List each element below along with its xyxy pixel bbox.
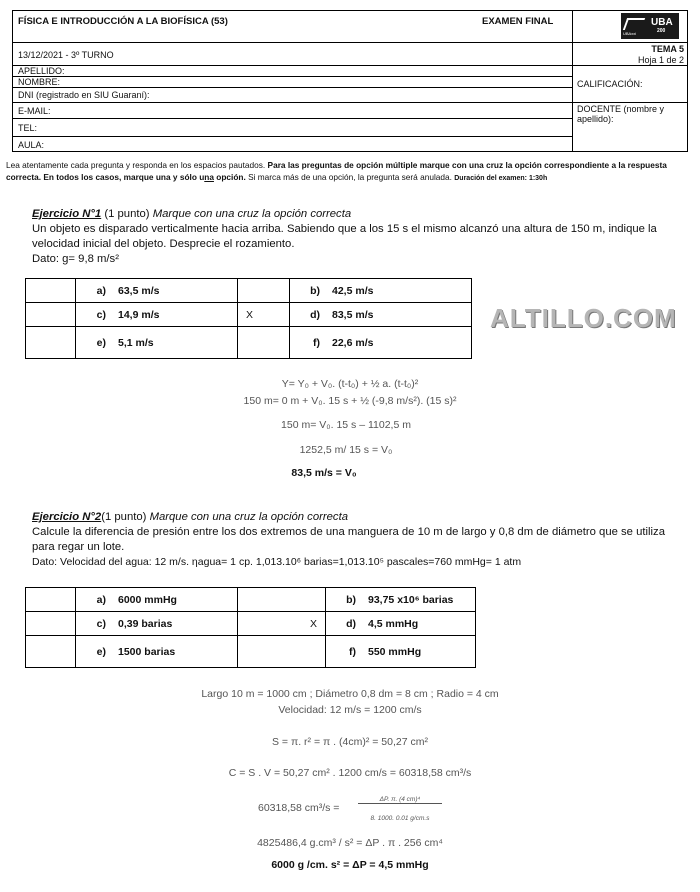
option-check-cell[interactable] [26, 636, 76, 668]
table-row [26, 636, 476, 668]
dni-field[interactable]: DNI (registrado en SIU Guaraní): [18, 90, 150, 100]
option-check-cell[interactable] [238, 279, 290, 303]
exercise-1: Ejercicio N°1 (1 punto) Marque con una cruz la opción correcta Un objeto es disparado verticalmente hacia arriba. Sabiendo que a los 15 s el mismo alcanzó una altura de 150 m, indique la velocidad inicial del objeto. Desprecie el rozamiento. Dato: g= 9,8 m/s² [32, 207, 682, 267]
nombre-field[interactable]: NOMBRE: [18, 77, 61, 87]
docente-field[interactable]: DOCENTE (nombre y apellido): [577, 104, 665, 124]
logo-mark-icon [623, 18, 645, 30]
tema-label: TEMA 5 [651, 44, 684, 54]
option-c[interactable]: c) 0,39 barias [76, 612, 238, 636]
table-row [26, 588, 476, 612]
table-row [26, 279, 472, 303]
option-d[interactable]: d) 83,5 m/s [290, 303, 472, 327]
option-f[interactable]: f) 22,6 m/s [290, 327, 472, 359]
table-row [26, 303, 472, 327]
exam-title: EXAMEN FINAL [482, 16, 554, 27]
hoja-label: Hoja 1 de 2 [637, 55, 684, 65]
option-check-cell[interactable]: X [238, 612, 326, 636]
exercise-1-options [25, 278, 472, 359]
option-check-cell[interactable] [26, 612, 76, 636]
exercise-2: Ejercicio N°2(1 punto) Marque con una cruz la opción correcta Calcule la diferencia de presión entre los dos extremos de una manguera de 10 m de largo y 0,8 dm de diámetro que se utiliza para regar un lote. Dato: Velocidad del agua: 12 m/s. ηagua= 1 cp. 1,013.10⁶ barias=1,013.10⁵ pascales=760 mmHg= 1 atm [32, 510, 682, 570]
email-field[interactable]: E-MAIL: [18, 106, 51, 116]
option-check-cell[interactable] [26, 588, 76, 612]
table-row [26, 327, 472, 359]
calificacion-field[interactable]: CALIFICACIÓN: [577, 79, 643, 89]
option-check-cell[interactable] [26, 303, 76, 327]
apellido-field[interactable]: APELLIDO: [18, 66, 65, 76]
instructions: Lea atentamente cada pregunta y responda en los espacios pautados. Para las preguntas de opción múltiple marque con una cruz la opción correspondiente a la respuesta correcta. En todos los casos, marque una y sólo una opción. Si marca más de una opción, la pregunta será anulada. Duración del examen: 1:30h [6, 160, 667, 182]
exercise-2-title: Ejercicio N°2 [32, 511, 102, 523]
option-check-cell[interactable] [238, 327, 290, 359]
option-a[interactable]: a) 6000 mmHg [76, 588, 238, 612]
course-title: FÍSICA E INTRODUCCIÓN A LA BIOFÍSICA (53) [18, 16, 228, 27]
option-c[interactable]: c) 14,9 m/s [76, 303, 238, 327]
option-check-cell[interactable] [238, 588, 326, 612]
option-check-cell[interactable] [238, 636, 326, 668]
option-check-cell[interactable]: X [238, 303, 290, 327]
option-f[interactable]: f) 550 mmHg [326, 636, 476, 668]
exercise-2-dato: Dato: Velocidad del agua: 12 m/s. ηagua= 1 cp. 1,013.10⁶ barias=1,013.10⁵ pascales=760 mmHg= 1 atm [32, 556, 522, 568]
option-b[interactable]: b) 42,5 m/s [290, 279, 472, 303]
option-check-cell[interactable] [26, 279, 76, 303]
uba-logo: UBA 200 UBAxxi [621, 13, 679, 39]
exercise-1-text: Un objeto es disparado verticalmente hacia arriba. Sabiendo que a los 15 s el mismo alcanzó una altura de 150 m, indique la velocidad inicial del objeto. Desprecie el rozamiento. [32, 223, 657, 250]
exam-date: 13/12/2021 - 3º TURNO [18, 50, 114, 60]
option-check-cell[interactable] [26, 327, 76, 359]
exercise-2-options [25, 587, 476, 668]
option-a[interactable]: a) 63,5 m/s [76, 279, 238, 303]
option-d[interactable]: d) 4,5 mmHg [326, 612, 476, 636]
table-row [26, 612, 476, 636]
altillo-watermark: ALTILLO.COM [490, 303, 677, 333]
tel-field[interactable]: TEL: [18, 123, 38, 133]
exercise-1-title: Ejercicio N°1 [32, 208, 102, 220]
option-e[interactable]: e) 1500 barias [76, 636, 238, 668]
exercise-1-dato: Dato: g= 9,8 m/s² [32, 253, 119, 265]
exercise-2-text: Calcule la diferencia de presión entre los dos extremos de una manguera de 10 m de largo y 0,8 dm de diámetro que se utiliza para regar un lote. [32, 526, 665, 553]
option-e[interactable]: e) 5,1 m/s [76, 327, 238, 359]
aula-field[interactable]: AULA: [18, 140, 45, 150]
option-b[interactable]: b) 93,75 x10⁶ barias [326, 588, 476, 612]
